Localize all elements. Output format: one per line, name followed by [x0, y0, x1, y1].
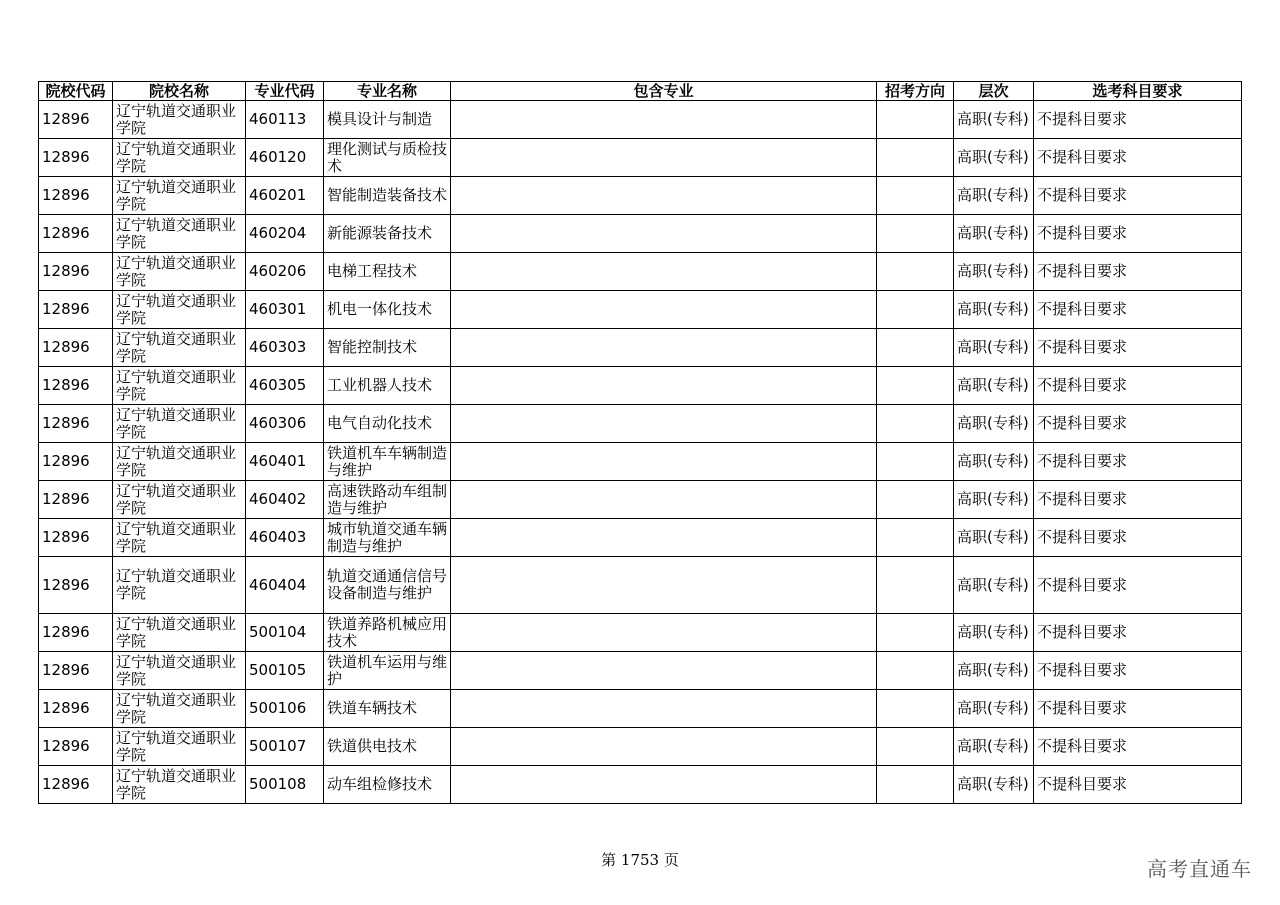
level-cell: 高职(专科) — [954, 329, 1034, 367]
subject-requirement-cell: 不提科目要求 — [1034, 766, 1242, 804]
subject-requirement-cell: 不提科目要求 — [1034, 614, 1242, 652]
major-code-cell: 460306 — [246, 405, 324, 443]
included-majors-cell — [451, 291, 877, 329]
major-name-cell: 智能控制技术 — [324, 329, 451, 367]
school-name-cell: 辽宁轨道交通职业学院 — [113, 443, 246, 481]
included-majors-cell — [451, 652, 877, 690]
major-name-cell: 铁道供电技术 — [324, 728, 451, 766]
school-code-cell: 12896 — [39, 329, 113, 367]
school-code-cell: 12896 — [39, 101, 113, 139]
major-name-cell: 电梯工程技术 — [324, 253, 451, 291]
school-name-cell: 辽宁轨道交通职业学院 — [113, 367, 246, 405]
school-name-cell: 辽宁轨道交通职业学院 — [113, 766, 246, 804]
included-majors-cell — [451, 329, 877, 367]
page-number: 第 1753 页 — [601, 851, 679, 869]
included-majors-cell — [451, 405, 877, 443]
header-direction: 招考方向 — [877, 82, 954, 101]
table-header-row — [39, 82, 1242, 101]
included-majors-cell — [451, 728, 877, 766]
major-code-cell: 460404 — [246, 557, 324, 614]
major-code-cell: 460204 — [246, 215, 324, 253]
school-name-cell: 辽宁轨道交通职业学院 — [113, 728, 246, 766]
header-major-code: 专业代码 — [246, 82, 324, 101]
header-school-name: 院校名称 — [113, 82, 246, 101]
table-row — [39, 139, 1242, 177]
school-name-cell: 辽宁轨道交通职业学院 — [113, 690, 246, 728]
table-row — [39, 519, 1242, 557]
level-cell: 高职(专科) — [954, 177, 1034, 215]
school-code-cell: 12896 — [39, 614, 113, 652]
direction-cell — [877, 557, 954, 614]
subject-requirement-cell: 不提科目要求 — [1034, 481, 1242, 519]
table-row — [39, 557, 1242, 614]
table-row — [39, 728, 1242, 766]
direction-cell — [877, 367, 954, 405]
direction-cell — [877, 177, 954, 215]
subject-requirement-cell: 不提科目要求 — [1034, 215, 1242, 253]
level-cell: 高职(专科) — [954, 728, 1034, 766]
major-name-cell: 铁道车辆技术 — [324, 690, 451, 728]
header-school-code: 院校代码 — [39, 82, 113, 101]
level-cell: 高职(专科) — [954, 139, 1034, 177]
level-cell: 高职(专科) — [954, 367, 1034, 405]
school-name-cell: 辽宁轨道交通职业学院 — [113, 291, 246, 329]
major-name-cell: 铁道养路机械应用技术 — [324, 614, 451, 652]
subject-requirement-cell: 不提科目要求 — [1034, 405, 1242, 443]
major-name-cell: 机电一体化技术 — [324, 291, 451, 329]
included-majors-cell — [451, 215, 877, 253]
watermark-logo-text: 高考直通车 — [1147, 857, 1252, 881]
included-majors-cell — [451, 519, 877, 557]
major-code-cell: 460206 — [246, 253, 324, 291]
major-code-cell: 460401 — [246, 443, 324, 481]
major-name-cell: 理化测试与质检技术 — [324, 139, 451, 177]
included-majors-cell — [451, 177, 877, 215]
major-code-cell: 500106 — [246, 690, 324, 728]
school-name-cell: 辽宁轨道交通职业学院 — [113, 405, 246, 443]
level-cell: 高职(专科) — [954, 215, 1034, 253]
school-name-cell: 辽宁轨道交通职业学院 — [113, 481, 246, 519]
school-code-cell: 12896 — [39, 728, 113, 766]
school-code-cell: 12896 — [39, 519, 113, 557]
subject-requirement-cell: 不提科目要求 — [1034, 291, 1242, 329]
table-row — [39, 215, 1242, 253]
direction-cell — [877, 519, 954, 557]
level-cell: 高职(专科) — [954, 690, 1034, 728]
included-majors-cell — [451, 101, 877, 139]
school-name-cell: 辽宁轨道交通职业学院 — [113, 253, 246, 291]
major-code-cell: 500104 — [246, 614, 324, 652]
direction-cell — [877, 329, 954, 367]
table-row — [39, 177, 1242, 215]
direction-cell — [877, 139, 954, 177]
header-major-name: 专业名称 — [324, 82, 451, 101]
major-name-cell: 高速铁路动车组制造与维护 — [324, 481, 451, 519]
included-majors-cell — [451, 557, 877, 614]
level-cell: 高职(专科) — [954, 766, 1034, 804]
table-row — [39, 329, 1242, 367]
direction-cell — [877, 443, 954, 481]
major-name-cell: 电气自动化技术 — [324, 405, 451, 443]
header-included-majors: 包含专业 — [451, 82, 877, 101]
level-cell: 高职(专科) — [954, 557, 1034, 614]
table-body — [39, 101, 1242, 804]
level-cell: 高职(专科) — [954, 405, 1034, 443]
subject-requirement-cell: 不提科目要求 — [1034, 728, 1242, 766]
major-name-cell: 新能源装备技术 — [324, 215, 451, 253]
major-name-cell: 铁道机车车辆制造与维护 — [324, 443, 451, 481]
major-code-cell: 460402 — [246, 481, 324, 519]
majors-table — [38, 81, 1242, 804]
direction-cell — [877, 652, 954, 690]
school-code-cell: 12896 — [39, 443, 113, 481]
major-name-cell: 轨道交通通信信号设备制造与维护 — [324, 557, 451, 614]
school-code-cell: 12896 — [39, 139, 113, 177]
direction-cell — [877, 481, 954, 519]
major-code-cell: 460120 — [246, 139, 324, 177]
included-majors-cell — [451, 139, 877, 177]
subject-requirement-cell: 不提科目要求 — [1034, 367, 1242, 405]
table-row — [39, 481, 1242, 519]
level-cell: 高职(专科) — [954, 443, 1034, 481]
school-code-cell: 12896 — [39, 405, 113, 443]
direction-cell — [877, 253, 954, 291]
table-row — [39, 367, 1242, 405]
included-majors-cell — [451, 367, 877, 405]
school-code-cell: 12896 — [39, 652, 113, 690]
school-name-cell: 辽宁轨道交通职业学院 — [113, 101, 246, 139]
subject-requirement-cell: 不提科目要求 — [1034, 557, 1242, 614]
direction-cell — [877, 215, 954, 253]
major-code-cell: 460305 — [246, 367, 324, 405]
major-code-cell: 460403 — [246, 519, 324, 557]
level-cell: 高职(专科) — [954, 481, 1034, 519]
major-code-cell: 460201 — [246, 177, 324, 215]
school-code-cell: 12896 — [39, 177, 113, 215]
direction-cell — [877, 405, 954, 443]
table-row — [39, 766, 1242, 804]
direction-cell — [877, 101, 954, 139]
major-name-cell: 工业机器人技术 — [324, 367, 451, 405]
subject-requirement-cell: 不提科目要求 — [1034, 101, 1242, 139]
school-name-cell: 辽宁轨道交通职业学院 — [113, 614, 246, 652]
school-name-cell: 辽宁轨道交通职业学院 — [113, 329, 246, 367]
level-cell: 高职(专科) — [954, 614, 1034, 652]
included-majors-cell — [451, 253, 877, 291]
subject-requirement-cell: 不提科目要求 — [1034, 139, 1242, 177]
school-code-cell: 12896 — [39, 215, 113, 253]
major-code-cell: 460301 — [246, 291, 324, 329]
table-row — [39, 101, 1242, 139]
school-code-cell: 12896 — [39, 253, 113, 291]
school-name-cell: 辽宁轨道交通职业学院 — [113, 215, 246, 253]
table-row — [39, 405, 1242, 443]
major-code-cell: 460303 — [246, 329, 324, 367]
school-name-cell: 辽宁轨道交通职业学院 — [113, 139, 246, 177]
table-row — [39, 443, 1242, 481]
school-code-cell: 12896 — [39, 766, 113, 804]
subject-requirement-cell: 不提科目要求 — [1034, 177, 1242, 215]
level-cell: 高职(专科) — [954, 652, 1034, 690]
school-name-cell: 辽宁轨道交通职业学院 — [113, 519, 246, 557]
school-name-cell: 辽宁轨道交通职业学院 — [113, 177, 246, 215]
included-majors-cell — [451, 614, 877, 652]
school-name-cell: 辽宁轨道交通职业学院 — [113, 652, 246, 690]
major-code-cell: 500108 — [246, 766, 324, 804]
header-subject-requirement: 选考科目要求 — [1034, 82, 1242, 101]
included-majors-cell — [451, 443, 877, 481]
table-row — [39, 690, 1242, 728]
school-code-cell: 12896 — [39, 557, 113, 614]
school-code-cell: 12896 — [39, 481, 113, 519]
table-row — [39, 652, 1242, 690]
direction-cell — [877, 614, 954, 652]
major-name-cell: 模具设计与制造 — [324, 101, 451, 139]
subject-requirement-cell: 不提科目要求 — [1034, 329, 1242, 367]
major-code-cell: 460113 — [246, 101, 324, 139]
major-name-cell: 动车组检修技术 — [324, 766, 451, 804]
school-code-cell: 12896 — [39, 291, 113, 329]
subject-requirement-cell: 不提科目要求 — [1034, 690, 1242, 728]
school-name-cell: 辽宁轨道交通职业学院 — [113, 557, 246, 614]
major-name-cell: 铁道机车运用与维护 — [324, 652, 451, 690]
subject-requirement-cell: 不提科目要求 — [1034, 253, 1242, 291]
school-code-cell: 12896 — [39, 690, 113, 728]
major-code-cell: 500105 — [246, 652, 324, 690]
included-majors-cell — [451, 766, 877, 804]
table-row — [39, 291, 1242, 329]
included-majors-cell — [451, 481, 877, 519]
direction-cell — [877, 728, 954, 766]
included-majors-cell — [451, 690, 877, 728]
major-name-cell: 智能制造装备技术 — [324, 177, 451, 215]
level-cell: 高职(专科) — [954, 253, 1034, 291]
direction-cell — [877, 766, 954, 804]
direction-cell — [877, 690, 954, 728]
level-cell: 高职(专科) — [954, 519, 1034, 557]
table-row — [39, 614, 1242, 652]
school-code-cell: 12896 — [39, 367, 113, 405]
subject-requirement-cell: 不提科目要求 — [1034, 443, 1242, 481]
level-cell: 高职(专科) — [954, 101, 1034, 139]
subject-requirement-cell: 不提科目要求 — [1034, 519, 1242, 557]
major-name-cell: 城市轨道交通车辆制造与维护 — [324, 519, 451, 557]
level-cell: 高职(专科) — [954, 291, 1034, 329]
header-level: 层次 — [954, 82, 1034, 101]
table-row — [39, 253, 1242, 291]
direction-cell — [877, 291, 954, 329]
subject-requirement-cell: 不提科目要求 — [1034, 652, 1242, 690]
major-code-cell: 500107 — [246, 728, 324, 766]
